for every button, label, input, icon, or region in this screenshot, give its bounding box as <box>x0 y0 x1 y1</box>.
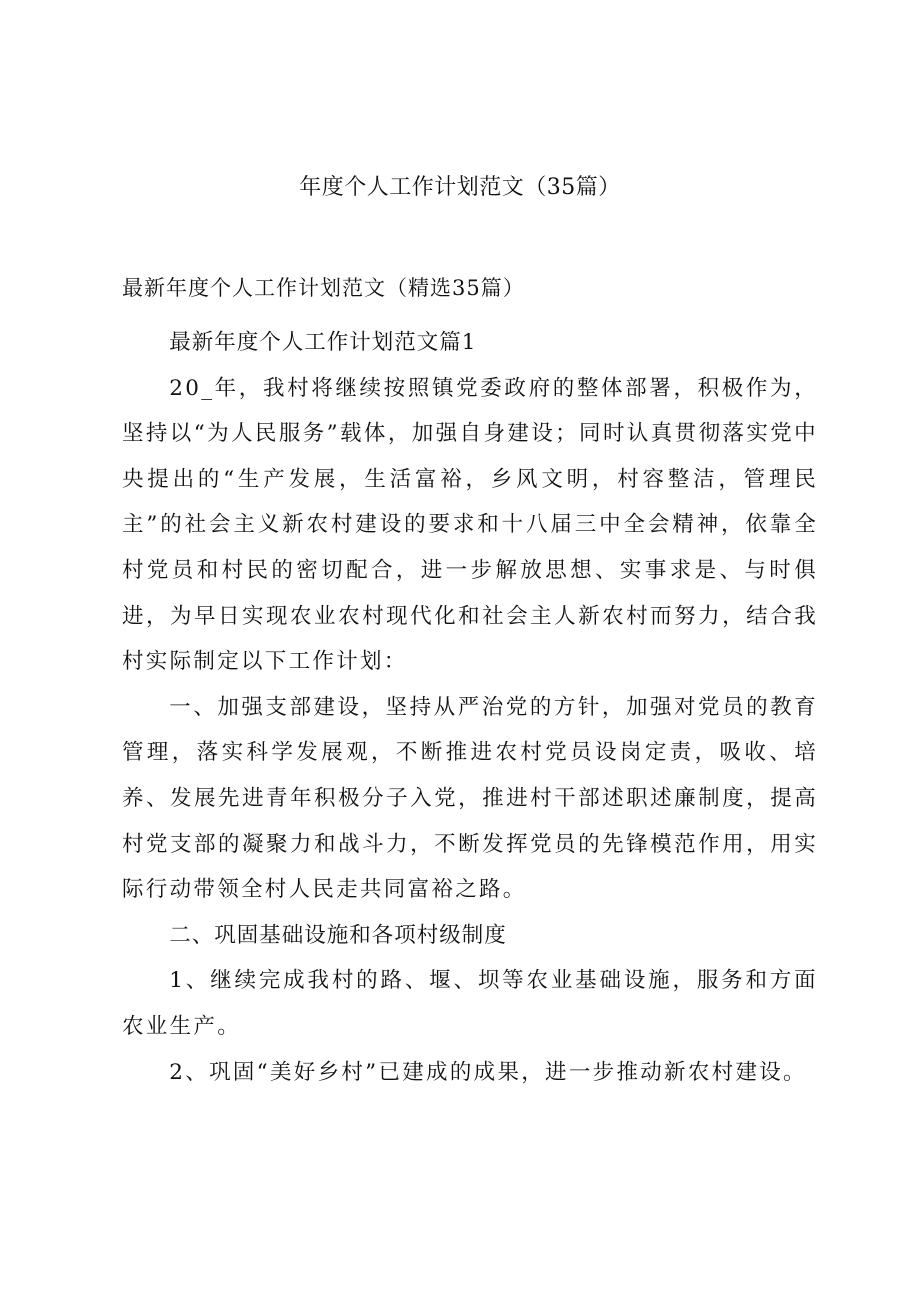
document-title: 年度个人工作计划范文（35篇） <box>299 175 621 200</box>
paragraph: 1、继续完成我村的路、堰、坝等农业基础设施，服务和方面农业生产。 <box>122 968 818 1039</box>
document-subtitle: 最新年度个人工作计划范文（精选35篇） <box>122 276 525 300</box>
paragraph: 20_年，我村将继续按照镇党委政府的整体部署，积极作为，坚持以“为人民服务”载体，加强自身建设；同时认真贯彻落实党中央提出的“生产发展，生活富裕，乡风文明，村容整洁，管理民主”的社会主义新农村建设的要求和十八届三中全会精神，依靠全村党员和村民的密切配合，进一步解放思想、实事求是、与时俱进，为早日实现农业农村现代化和社会主人新农村而努力，结合我村实际制定以下工作计划： <box>122 375 818 675</box>
paragraph: 一、加强支部建设，坚持从严治党的方针，加强对党员的教育管理，落实科学发展观，不断推进农村党员设岗定责，吸收、培养、发展先进青年积极分子入党，推进村干部述职述廉制度，提高村党支部的凝聚力和战斗力，不断发挥党员的先锋模范作用，用实际行动带领全村人民走共同富裕之路。 <box>122 694 818 903</box>
document-body <box>122 320 818 1095</box>
section-heading: 二、巩固基础设施和各项村级制度 <box>169 922 507 948</box>
section-heading: 最新年度个人工作计划范文篇1 <box>169 330 477 355</box>
paragraph: 2、巩固“美好乡村”已建成的成果，进一步推动新农村建设。 <box>169 1059 807 1085</box>
